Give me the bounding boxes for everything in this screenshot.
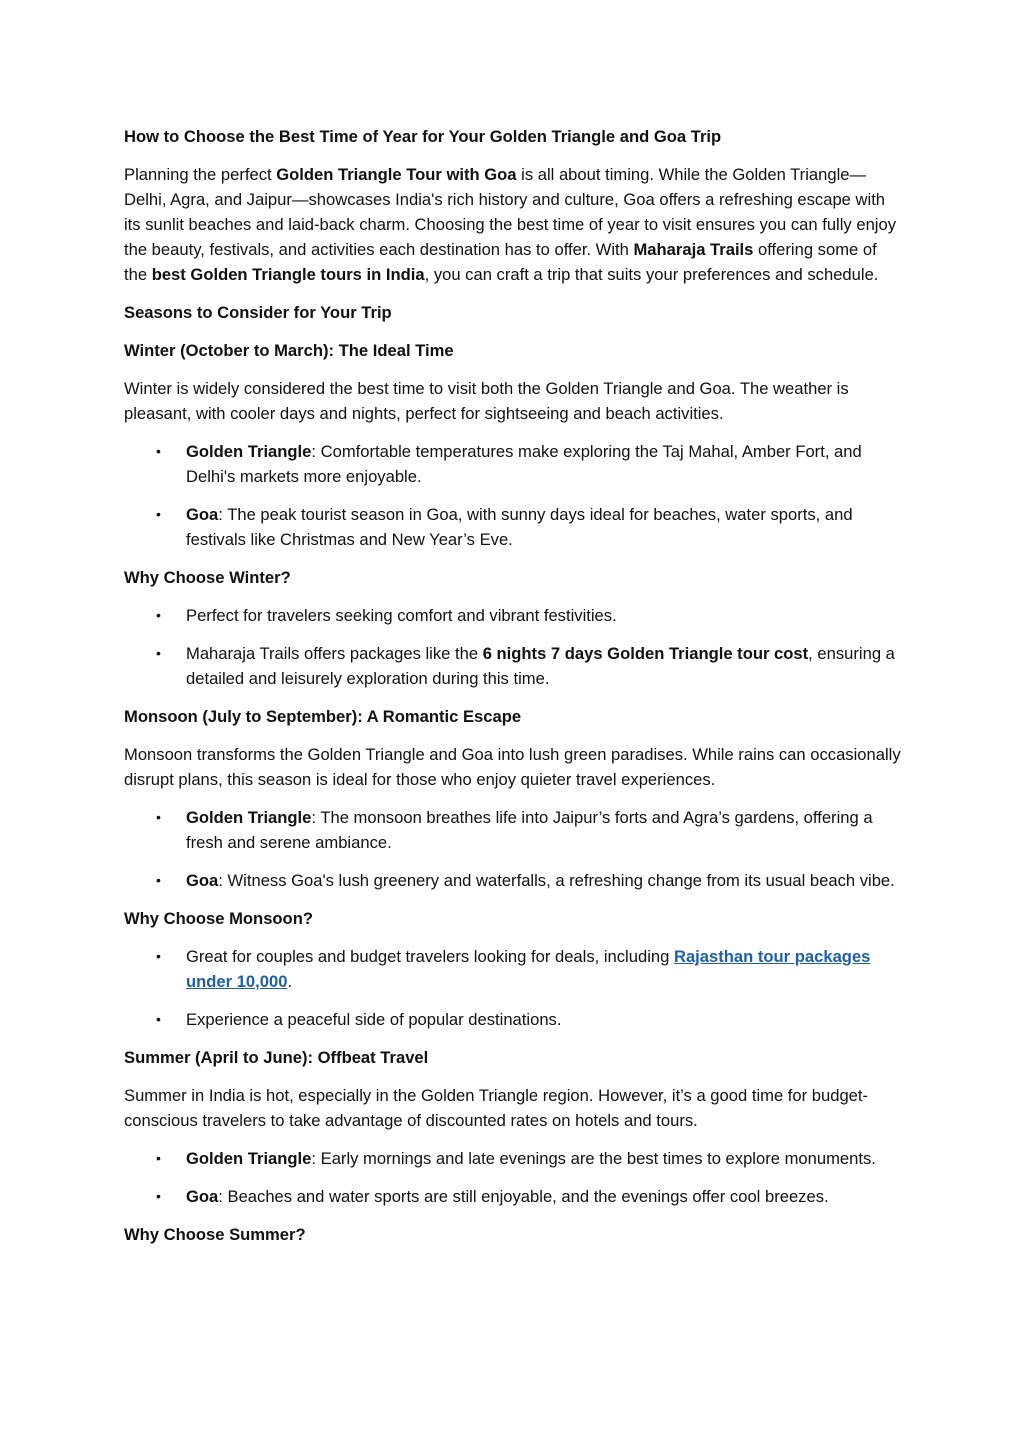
- list-item-text: : Comfortable temperatures make exploring the Taj Mahal, Amber Fort, and Delhi's markets more enjoyable.: [186, 442, 862, 486]
- bullet-icon: •: [156, 948, 161, 964]
- list-item: [124, 439, 904, 489]
- winter-list: [124, 439, 904, 552]
- list-item-text: .: [287, 972, 293, 991]
- list-item: [124, 1146, 904, 1171]
- list-item: [124, 1184, 904, 1209]
- winter-why-list: [124, 603, 904, 691]
- bullet-icon: •: [156, 872, 161, 888]
- bullet-icon: •: [156, 506, 161, 522]
- intro-text-3: offering some of the: [124, 240, 877, 284]
- list-item-bold: Golden Triangle: [186, 442, 312, 461]
- intro-text-2: is all about timing. While the Golden Triangle—Delhi, Agra, and Jaipur—showcases India's rich history and culture, Goa offers a refreshing escape with its sunlit beaches and laid-back charm. Choosing the best time of year to visit ensures you can fully enjoy the beauty, festivals, and activities each destination has to offer. With: [124, 165, 897, 259]
- list-item: [124, 641, 904, 691]
- list-item-bold: Golden Triangle: [186, 1149, 312, 1168]
- list-item: [124, 805, 904, 855]
- list-item-text: : Beaches and water sports are still enjoyable, and the evenings offer cool breezes.: [218, 1187, 829, 1206]
- winter-paragraph: Winter is widely considered the best time to visit both the Golden Triangle and Goa. The weather is pleasant, with cooler days and nights, perfect for sightseeing and beach activities.: [124, 379, 849, 423]
- bullet-icon: •: [156, 809, 161, 825]
- intro-text-1: Planning the perfect: [124, 165, 277, 184]
- monsoon-paragraph: Monsoon transforms the Golden Triangle and Goa into lush green paradises. While rains can occasionally disrupt plans, this season is ideal for those who enjoy quieter travel experiences.: [124, 745, 901, 789]
- list-item-text: : Witness Goa's lush greenery and waterfalls, a refreshing change from its usual beach vibe.: [218, 871, 895, 890]
- summer-list: [124, 1146, 904, 1209]
- intro-bold-1: Golden Triangle Tour with Goa: [276, 165, 517, 184]
- summer-paragraph: Summer in India is hot, especially in the Golden Triangle region. However, it’s a good time for budget-conscious travelers to take advantage of discounted rates on hotels and tours.: [124, 1086, 869, 1130]
- summer-heading: Summer (April to June): Offbeat Travel: [124, 1048, 429, 1067]
- list-item: [124, 868, 904, 893]
- list-item: [124, 502, 904, 552]
- intro-bold-3: best Golden Triangle tours in India: [151, 265, 425, 284]
- bullet-icon: •: [156, 645, 161, 661]
- list-item-text: Perfect for travelers seeking comfort and vibrant festivities.: [186, 606, 617, 625]
- monsoon-list: [124, 805, 904, 893]
- bullet-icon: •: [156, 1188, 161, 1204]
- intro-paragraph: [124, 162, 904, 287]
- list-item-bold: Goa: [186, 505, 219, 524]
- intro-bold-2: Maharaja Trails: [633, 240, 754, 259]
- rajasthan-packages-link[interactable]: Rajasthan tour packages under 10,000: [186, 947, 871, 991]
- list-item-text: Experience a peaceful side of popular destinations.: [186, 1010, 562, 1029]
- winter-heading: Winter (October to March): The Ideal Time: [124, 341, 454, 360]
- bullet-icon: •: [156, 607, 161, 623]
- list-item-bold: Golden Triangle: [186, 808, 312, 827]
- list-item-text: : The peak tourist season in Goa, with sunny days ideal for beaches, water sports, and festivals like Christmas and New Year’s Eve.: [186, 505, 853, 549]
- list-item: [124, 944, 904, 994]
- list-item: [124, 603, 904, 628]
- document-page: [124, 124, 904, 1260]
- page-title: How to Choose the Best Time of Year for Your Golden Triangle and Goa Trip: [124, 127, 722, 146]
- bullet-icon: •: [156, 443, 161, 459]
- bullet-icon: •: [156, 1150, 161, 1166]
- summer-why-heading: Why Choose Summer?: [124, 1225, 306, 1244]
- seasons-heading: Seasons to Consider for Your Trip: [124, 303, 392, 322]
- monsoon-why-heading: Why Choose Monsoon?: [124, 909, 313, 928]
- list-item-text: Maharaja Trails offers packages like the: [186, 644, 483, 663]
- monsoon-why-list: [124, 944, 904, 1032]
- list-item-bold: Goa: [186, 871, 219, 890]
- monsoon-heading: Monsoon (July to September): A Romantic Escape: [124, 707, 522, 726]
- list-item-text: Great for couples and budget travelers looking for deals, including: [186, 947, 674, 966]
- intro-text-4: , you can craft a trip that suits your preferences and schedule.: [424, 265, 879, 284]
- list-item-bold: 6 nights 7 days Golden Triangle tour cost: [482, 644, 809, 663]
- list-item: [124, 1007, 904, 1032]
- list-item-text: : The monsoon breathes life into Jaipur’s forts and Agra’s gardens, offering a fresh and serene ambiance.: [186, 808, 873, 852]
- winter-why-heading: Why Choose Winter?: [124, 568, 291, 587]
- list-item-bold: Goa: [186, 1187, 219, 1206]
- list-item-text: , ensuring a detailed and leisurely exploration during this time.: [186, 644, 895, 688]
- list-item-text: : Early mornings and late evenings are the best times to explore monuments.: [311, 1149, 876, 1168]
- bullet-icon: •: [156, 1011, 161, 1027]
